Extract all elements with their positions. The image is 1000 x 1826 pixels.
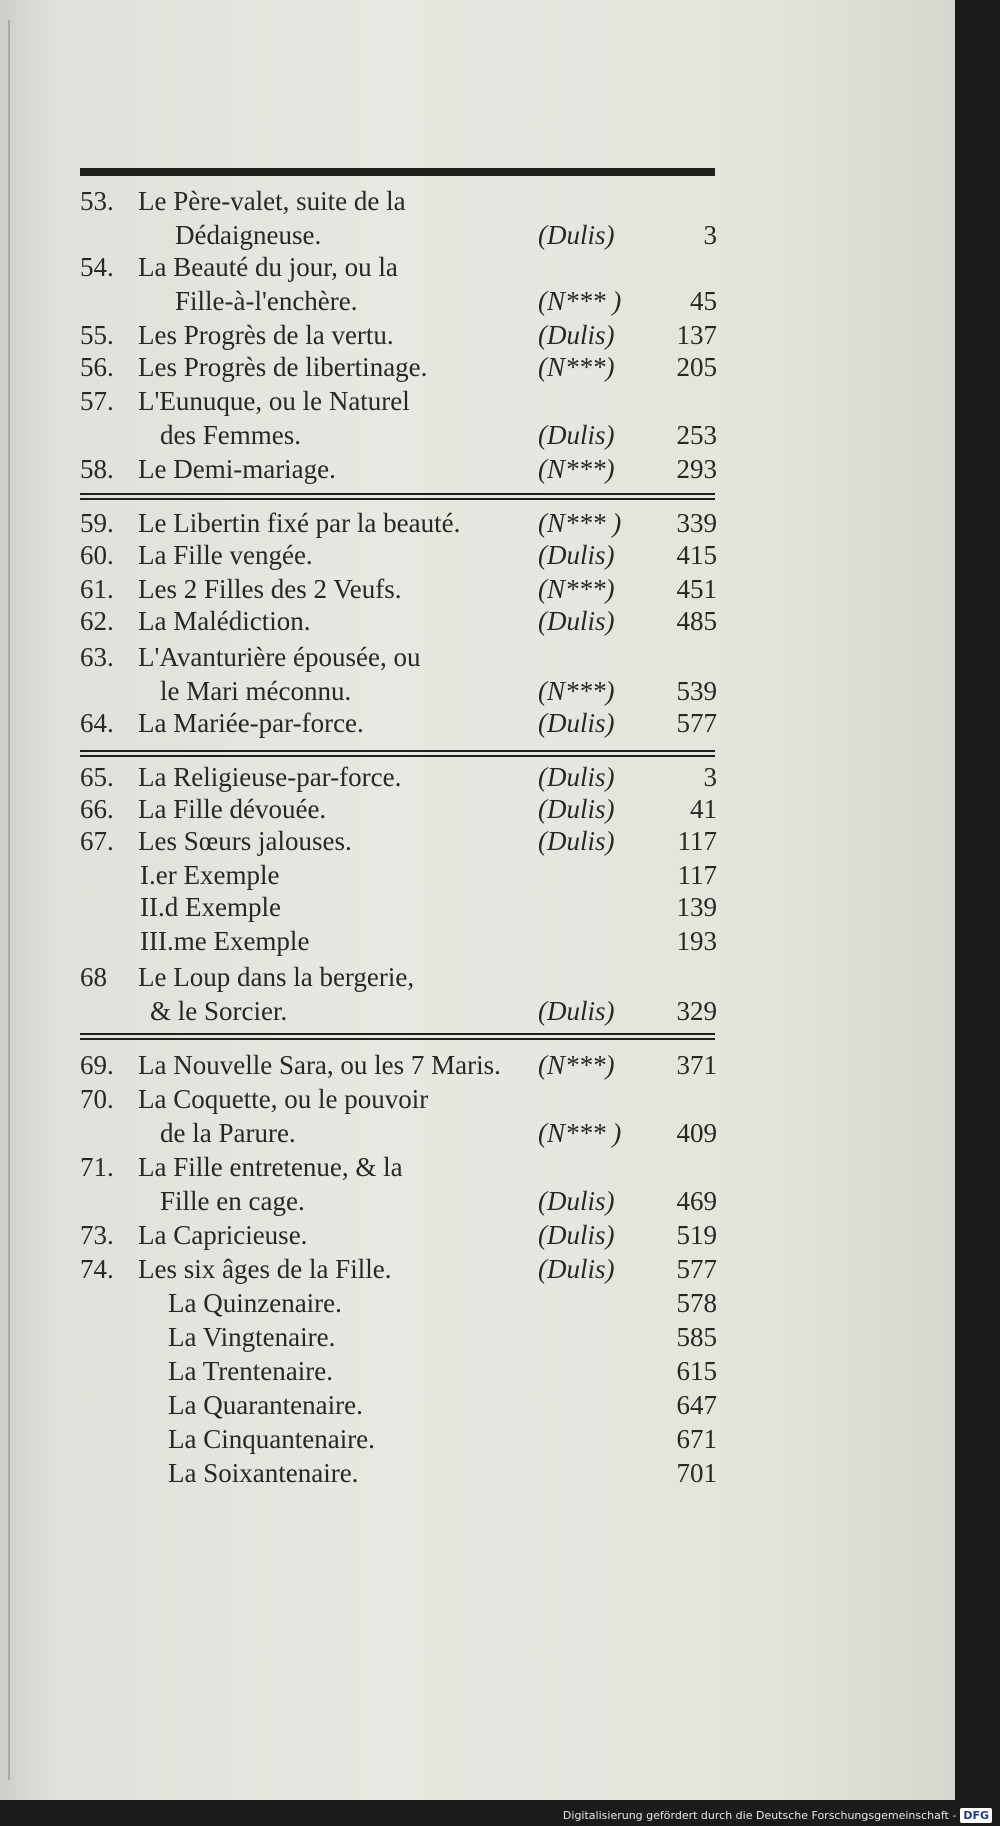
entry-number: 69. [80,1050,114,1080]
toc-entry [0,186,955,220]
entry-page: 117 [677,826,717,856]
entry-author: (N***) [538,574,615,604]
entry-title: Les Progrès de libertinage. [138,352,428,382]
entry-author: (N***) [538,352,615,382]
entry-page: 671 [676,1424,717,1454]
toc-entry [0,926,955,960]
entry-title: Les Progrès de la vertu. [138,320,394,350]
entry-title: le Mari méconnu. [160,676,352,706]
entry-author: (Dulis) [538,996,615,1026]
entry-title: Fille en cage. [160,1186,305,1216]
entry-title: Le Loup dans la bergerie, [138,962,415,992]
toc-entry [0,794,955,828]
entry-number: 61. [80,574,114,604]
entry-page: 371 [676,1050,717,1080]
entry-number: 68 [80,962,107,992]
entry-title: des Femmes. [160,420,301,450]
entry-number: 60. [80,540,114,570]
entry-title: Les Sœurs jalouses. [138,826,352,856]
entry-title: Le Libertin fixé par la beauté. [138,508,461,538]
toc-entry [0,1288,955,1322]
entry-title: La Quinzenaire. [168,1288,342,1318]
entry-title: La Fille vengée. [138,540,313,570]
toc-entry [0,352,955,386]
entry-author: (Dulis) [538,320,615,350]
entry-title: La Vingtenaire. [168,1322,336,1352]
toc-entry [0,892,955,926]
entry-page: 577 [676,1254,717,1284]
toc-entry [0,1356,955,1390]
entry-title: La Mariée-par-force. [138,708,364,738]
entry-number: 59. [80,508,114,538]
toc-entry [0,508,955,542]
entry-title: La Fille dévouée. [138,794,327,824]
entry-title: Le Demi-mariage. [138,454,336,484]
dfg-logo: DFG [960,1808,992,1823]
toc-entry [0,252,955,286]
entry-page: 415 [676,540,717,570]
entry-number: 57. [80,386,114,416]
entry-number: 71. [80,1152,114,1182]
entry-page: 139 [676,892,717,922]
entry-page: 519 [676,1220,717,1250]
toc-entry [0,1186,955,1220]
toc-entry [0,1220,955,1254]
entry-title: La Capricieuse. [138,1220,308,1250]
toc-entry [0,996,955,1030]
entry-page: 615 [676,1356,717,1386]
entry-number: 56. [80,352,114,382]
entry-number: 63. [80,642,114,672]
entry-number: 64. [80,708,114,738]
entry-author: (Dulis) [538,540,615,570]
entry-author: (Dulis) [538,708,615,738]
toc-entry [0,540,955,574]
toc-entry [0,962,955,996]
entry-page: 329 [676,996,717,1026]
toc-entry [0,1050,955,1084]
toc-entry [0,1322,955,1356]
entry-author: (Dulis) [538,606,615,636]
entry-number: 74. [80,1254,114,1284]
entry-page: 485 [676,606,717,636]
toc-entry [0,220,955,254]
entry-number: 73. [80,1220,114,1250]
entry-page: 3 [703,220,717,250]
entry-page: 469 [676,1186,717,1216]
entry-author: (Dulis) [538,826,615,856]
entry-page: 339 [676,508,717,538]
entry-number: 65. [80,762,114,792]
entry-title: de la Parure. [160,1118,296,1148]
entry-page: 585 [676,1322,717,1352]
entry-title: La Religieuse-par-force. [138,762,402,792]
entry-number: 62. [80,606,114,636]
toc-entry [0,762,955,796]
entry-author: (N***) [538,1050,615,1080]
entry-page: 409 [676,1118,717,1148]
toc-entry [0,320,955,354]
entry-author: (N*** ) [538,286,622,316]
entry-title: Les 2 Filles des 2 Veufs. [138,574,402,604]
entry-title: Le Père-valet, suite de la [138,186,406,216]
entry-author: (N***) [538,676,615,706]
entry-author: (Dulis) [538,420,615,450]
toc-entry [0,286,955,320]
entry-title: Fille-à-l'enchère. [175,286,358,316]
entry-title: Les six âges de la Fille. [138,1254,392,1284]
toc-entry [0,1390,955,1424]
entry-author: (Dulis) [538,1254,615,1284]
entry-page: 293 [676,454,717,484]
entry-page: 137 [676,320,717,350]
entry-title: La Malédiction. [138,606,311,636]
entry-page: 451 [676,574,717,604]
entry-page: 577 [676,708,717,738]
entry-title: I.er Exemple [140,860,280,890]
entry-page: 117 [677,860,717,890]
entry-title: Dédaigneuse. [175,220,322,250]
entry-number: 66. [80,794,114,824]
entry-number: 54. [80,252,114,282]
entry-page: 701 [676,1458,717,1488]
entry-page: 647 [676,1390,717,1420]
entry-author: (Dulis) [538,1220,615,1250]
entry-author: (Dulis) [538,762,615,792]
toc-entry [0,606,955,640]
digitization-footer [0,1806,992,1826]
toc-entry [0,676,955,710]
toc-entry [0,1424,955,1458]
toc-entry [0,386,955,420]
entry-page: 41 [690,794,717,824]
entry-page: 539 [676,676,717,706]
toc-entry [0,454,955,488]
entry-title: L'Eunuque, ou le Naturel [138,386,410,416]
entry-page: 253 [676,420,717,450]
entry-number: 53. [80,186,114,216]
toc-entry [0,642,955,676]
entry-number: 58. [80,454,114,484]
entry-title: La Cinquantenaire. [168,1424,375,1454]
entry-number: 70. [80,1084,114,1114]
entry-title: III.me Exemple [140,926,310,956]
entry-author: (N*** ) [538,1118,622,1148]
entry-page: 193 [676,926,717,956]
entry-title: La Coquette, ou le pouvoir [138,1084,429,1114]
toc-entry [0,1118,955,1152]
toc-entry [0,1254,955,1288]
entry-author: (Dulis) [538,794,615,824]
entry-title: La Fille entretenue, & la [138,1152,403,1182]
entry-title: L'Avanturière épousée, ou [138,642,421,672]
entry-page: 578 [676,1288,717,1318]
entry-author: (Dulis) [538,220,615,250]
entry-number: 55. [80,320,114,350]
toc-entry [0,1458,955,1492]
entry-author: (N***) [538,454,615,484]
entry-title: La Quarantenaire. [168,1390,363,1420]
entry-title: II.d Exemple [140,892,281,922]
entry-title: La Soixantenaire. [168,1458,359,1488]
entry-title: La Nouvelle Sara, ou les 7 Maris. [138,1050,501,1080]
entry-title: La Beauté du jour, ou la [138,252,398,282]
footer-text: Digitalisierung gefördert durch die Deutsche Forschungsgemeinschaft - [562,1809,957,1822]
toc-entry [0,420,955,454]
entry-author: (Dulis) [538,1186,615,1216]
entry-number: 67. [80,826,114,856]
toc-entry [0,708,955,742]
entry-page: 45 [690,286,717,316]
entry-page: 205 [676,352,717,382]
toc-entry [0,860,955,894]
entry-author: (N*** ) [538,508,622,538]
toc-entry [0,1152,955,1186]
entry-page: 3 [703,762,717,792]
toc-entry [0,1084,955,1118]
toc-entry [0,826,955,860]
entry-title: & le Sorcier. [150,996,288,1026]
entry-title: La Trentenaire. [168,1356,333,1386]
toc-entry [0,574,955,608]
